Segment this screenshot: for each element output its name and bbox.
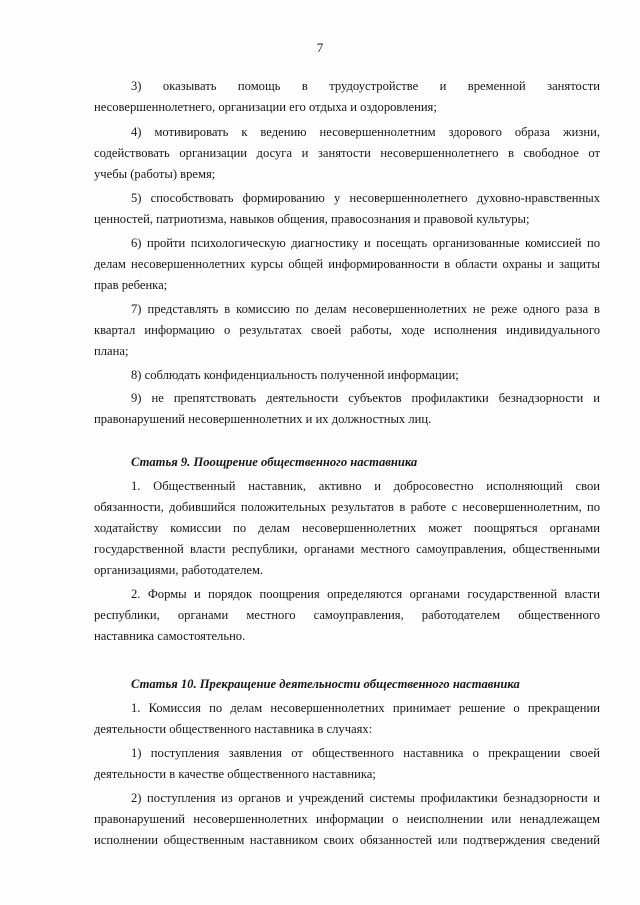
text-line: 4) мотивировать к ведению несовершеннолетним здорового образа жизни, [131,125,600,139]
text-line: республики, органами местного самоуправления, работодателем общественного [94,608,600,622]
text-line: 1. Комиссия по делам несовершеннолетних принимает решение о прекращении [131,701,600,715]
text-line: ценностей, патриотизма, навыков общения, правосознания и правовой культуры; [94,212,530,226]
text-line: 3) оказывать помощь в трудоустройстве и временной занятости [131,79,600,93]
text-line: плана; [94,344,129,358]
page-number: 7 [316,40,324,55]
text-line: делам несовершеннолетних курсы общей информированности в области охраны и защиты [94,257,600,271]
text-line: квартал информацию о результатах своей работы, ходе исполнения индивидуального [94,323,600,337]
text-line: ходатайству комиссии по делам несовершеннолетних может поощряться органами [94,521,600,535]
text-line: правонарушений несовершеннолетних информации о неисполнении или ненадлежащем [94,812,600,826]
text-line: 6) пройти психологическую диагностику и посещать организованные комиссией по [131,236,600,250]
article-heading: Статья 10. Прекращение деятельности общественного наставника [131,677,520,691]
text-line: деятельности в качестве общественного наставника; [94,767,376,781]
text-line: исполнении общественным наставником своих обязанностей или подтверждения сведений [94,833,600,847]
text-line: 2) поступления из органов и учреждений системы профилактики безнадзорности и [131,791,600,805]
text-line: 7) представлять в комиссию по делам несовершеннолетних не реже одного раза в [131,302,600,316]
text-line: 9) не препятствовать деятельности субъектов профилактики безнадзорности и [131,391,600,405]
text-line: 1. Общественный наставник, активно и добросовестно исполняющий свои [131,479,600,493]
text-line: учебы (работы) время; [94,167,216,181]
text-line: 1) поступления заявления от общественного наставника о прекращении своей [131,746,600,760]
text-line: 2. Формы и порядок поощрения определяются органами государственной власти [131,587,600,601]
text-line: 5) способствовать формированию у несовершеннолетнего духовно-нравственных [131,191,600,205]
text-line: правонарушений несовершеннолетних и их должностных лиц. [94,412,432,426]
text-line: наставника самостоятельно. [94,629,246,643]
text-line: деятельности общественного наставника в случаях: [94,722,373,736]
text-line: организациями, работодателем. [94,563,264,577]
text-line: прав ребенка; [94,278,168,292]
text-line: несовершеннолетнего, организации его отдыха и оздоровления; [94,100,437,114]
text-line: 8) соблюдать конфиденциальность полученной информации; [131,368,459,382]
text-line: государственной власти республики, органами местного самоуправления, общественными [94,542,600,556]
text-line: обязанности, добившийся положительных результатов в работе с несовершеннолетним, по [94,500,600,514]
text-line: содействовать организации досуга и занятости несовершеннолетнего в свободное от [94,146,600,160]
article-heading: Статья 9. Поощрение общественного наставника [131,455,418,469]
